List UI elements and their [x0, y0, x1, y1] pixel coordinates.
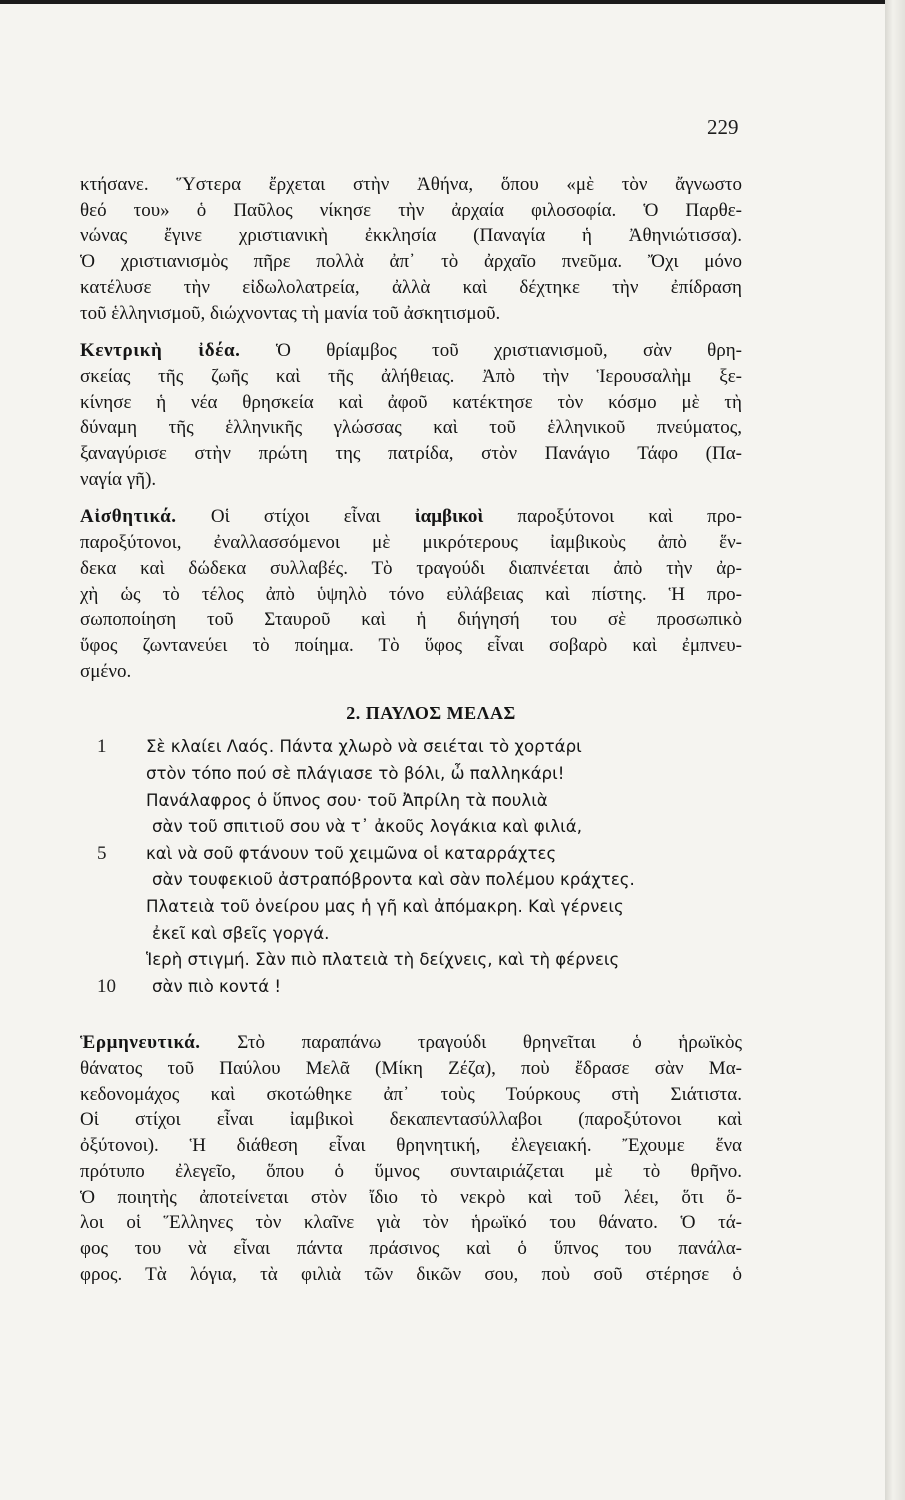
poem-line: [80, 921, 742, 948]
paragraph-aesthetics: [80, 504, 742, 684]
poem-line: [80, 814, 742, 841]
poem-line-text: στὸν τόπο πού σὲ πλάγιασε τὸ βόλι, ὦ παλληκάρι!: [146, 763, 565, 783]
paragraph-intro: [80, 172, 742, 326]
page-top-edge: [0, 0, 885, 4]
text-line: σμένο.: [80, 660, 132, 682]
text-line: ὕφος ζωντανεύει τὸ ποίημα. Τὸ ὕφος εἶναι σοβαρὸ καὶ ἐμπνευ-: [80, 634, 742, 656]
text-line: Οἱ στίχοι εἶναι ἰαμβικοὶ δεκαπεντασύλλαβοι (παροξύτονοι καὶ: [80, 1109, 742, 1131]
text-line: δύναμη τῆς ἑλληνικῆς γλώσσας καὶ τοῦ ἑλληνικοῦ πνεύματος,: [80, 417, 742, 439]
poem-line-text: σὰν πιὸ κοντά !: [152, 976, 282, 996]
interpretation-text: Στὸ παραπάνω τραγούδι θρηνεῖται ὁ ἡρωϊκὸς: [200, 1032, 742, 1054]
text-line: δεκα καὶ δώδεκα συλλαβές. Τὸ τραγούδι διαπνέεται ἀπὸ τὴν ἀρ-: [80, 557, 742, 579]
line-number: 10: [97, 975, 116, 997]
text-line: [80, 338, 742, 364]
text-line: κτήσανε. Ὕστερα ἔρχεται στὴν Ἀθήνα, ὅπου «μὲ τὸν ἄγνωστο: [80, 174, 742, 195]
text-line: πρότυπο ἐλεγεῖο, ὅπου ὁ ὕμνος συνταιριάζεται μὲ τὸ θρῆνο.: [80, 1160, 742, 1182]
page-content: [80, 172, 742, 1287]
poem-line-text: Σὲ κλαίει Λαός. Πάντα χλωρὸ νὰ σειέται τὸ χορτάρι: [146, 737, 582, 757]
poem-line-text: Πλατειὰ τοῦ ὀνείρου μας ἡ γῆ καὶ ἀπόμακρη. Καὶ γέρνεις: [146, 896, 624, 916]
poem-line: [80, 974, 742, 1001]
poem-line: [80, 894, 742, 921]
central-idea-text: Ὁ θρίαμβος τοῦ χριστιανισμοῦ, σὰν θρη-: [240, 340, 742, 362]
aesthetics-label: Αἰσθητικά.: [80, 506, 177, 528]
aesthetics-text: παροξύτονοι καὶ προ-: [483, 506, 743, 528]
interpretation-label: Ἑρμηνευτικά.: [80, 1032, 201, 1054]
page-right-edge: [885, 0, 905, 1500]
text-line: λοι οἱ Ἕλληνες τὸν κλαῖνε γιὰ τὸν ἡρωϊκό του θάνατο. Ὁ τά-: [80, 1212, 742, 1234]
text-line: ναγία γῆ).: [80, 468, 157, 490]
poem-line: [80, 947, 742, 974]
text-line: παροξύτονοι, ἐναλλασσόμενοι μὲ μικρότερους ἰαμβικοὺς ἀπὸ ἕν-: [80, 532, 742, 554]
paragraph-interpretation: [80, 1030, 742, 1287]
poem-line-text: Πανάλαφρος ὁ ὕπνος σου· τοῦ Ἀπρίλη τὰ πουλιὰ: [146, 790, 548, 810]
text-line: νώνας ἔγινε χριστιανικὴ ἐκκλησία (Παναγία ἡ Ἀθηνιώτισσα).: [80, 225, 742, 247]
text-line: φος του νὰ εἶναι πάντα πράσινος καὶ ὁ ὕπνος του πανάλα-: [80, 1237, 742, 1259]
poem-line: [80, 761, 742, 788]
text-line: χὴ ὡς τὸ τέλος ἀπὸ ὑψηλὸ τόνο εὐλάβειας καὶ πίστης. Ἡ προ-: [80, 583, 742, 605]
page-number: 229: [707, 115, 739, 139]
text-line: [80, 1030, 742, 1056]
text-line: θεό του» ὁ Παῦλος νίκησε τὴν ἀρχαία φιλοσοφία. Ὁ Παρθε-: [80, 199, 742, 221]
text-line: Ὁ χριστιανισμὸς πῆρε πολλὰ ἀπ᾿ τὸ ἀρχαῖο πνεῦμα. Ὄχι μόνο: [80, 251, 742, 273]
text-line: τοῦ ἑλληνισμοῦ, διώχνοντας τὴ μανία τοῦ ἀσκητισμοῦ.: [80, 302, 501, 324]
line-number: 1: [97, 736, 107, 758]
poem: [80, 734, 742, 1000]
poem-line-text: σὰν τουφεκιοῦ ἀστραπόβροντα καὶ σὰν πολέμου κράχτες.: [152, 870, 635, 890]
text-line: [80, 504, 742, 530]
text-line: φρος. Τὰ λόγια, τὰ φιλιὰ τῶν δικῶν σου, ποὺ σοῦ στέρησε ὁ: [80, 1263, 742, 1285]
poem-line-text: σὰν τοῦ σπιτιοῦ σου νὰ τ᾿ ἀκοῦς λογάκια καὶ φιλιά,: [152, 817, 583, 837]
paragraph-central-idea: [80, 338, 742, 492]
poem-line-text: ἐκεῖ καὶ σβεῖς γοργά.: [152, 923, 330, 943]
text-line: κεδονομάχος καὶ σκοτώθηκε ἀπ᾿ τοὺς Τούρκους στὴ Σιάτιστα.: [80, 1083, 742, 1105]
text-line: σκείας τῆς ζωῆς καὶ τῆς ἀλήθειας. Ἀπὸ τὴν Ἱερουσαλὴμ ξε-: [80, 365, 742, 387]
aesthetics-text: Οἱ στίχοι εἶναι: [176, 506, 415, 528]
central-idea-label: Κεντρικὴ ἰδέα.: [80, 340, 241, 362]
poem-line-text: καὶ νὰ σοῦ φτάνουν τοῦ χειμῶνα οἱ καταρράχτες: [146, 843, 557, 863]
poem-line-text: Ἱερὴ στιγμή. Σὰν πιὸ πλατειὰ τὴ δείχνεις, καὶ τὴ φέρνεις: [146, 950, 620, 970]
text-line: Ὁ ποιητὴς ἀποτείνεται στὸν ἴδιο τὸ νεκρὸ καὶ τοῦ λέει, ὅτι ὅ-: [80, 1186, 742, 1208]
poem-line: [80, 788, 742, 815]
text-line: ὀξύτονοι). Ἡ διάθεση εἶναι θρηνητική, ἐλεγειακή. Ἔχουμε ἕνα: [80, 1135, 742, 1157]
text-line: σωποποίηση τοῦ Σταυροῦ καὶ ἡ διήγησή του σὲ προσωπικὸ: [80, 609, 742, 631]
section-heading: 2. ΠΑΥΛΟΣ ΜΕΛΑΣ: [346, 703, 516, 724]
poem-line: [80, 841, 742, 868]
poem-line: [80, 867, 742, 894]
line-number: 5: [97, 842, 107, 864]
text-line: θάνατος τοῦ Παύλου Μελᾶ (Μίκη Ζέζα), ποὺ ἔδρασε σὰν Μα-: [80, 1058, 742, 1079]
text-line: ξαναγύρισε στὴν πρώτη της πατρίδα, στὸν Πανάγιο Τάφο (Πα-: [80, 443, 742, 465]
text-line: κατέλυσε τὴν εἰδωλολατρεία, ἀλλὰ καὶ δέχτηκε τὴν ἐπίδραση: [80, 276, 742, 298]
aesthetics-bold-term: ἰαμβικοὶ: [414, 506, 484, 528]
text-line: κίνησε ἡ νέα θρησκεία καὶ ἀφοῦ κατέκτησε τὸν κόσμο μὲ τὴ: [80, 391, 742, 413]
poem-line: [80, 734, 742, 761]
